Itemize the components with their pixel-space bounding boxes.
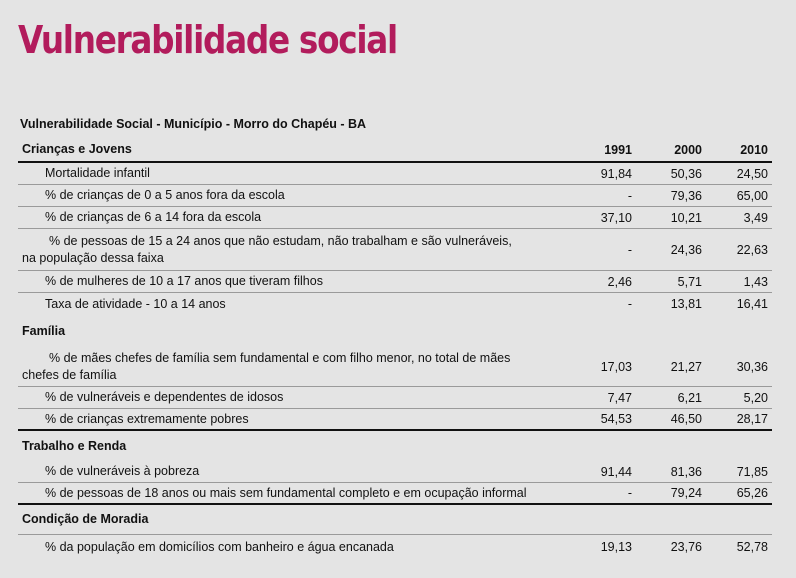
value-2010: 5,20 <box>743 390 768 405</box>
value-1991: 37,10 <box>600 210 632 225</box>
value-2010: 52,78 <box>736 540 768 554</box>
value-2010: 28,17 <box>736 412 768 426</box>
section-title: Crianças e Jovens <box>22 142 132 156</box>
value-2010: 1,43 <box>743 274 768 289</box>
row-label: % de pessoas de 15 a 24 anos que não estudam, não trabalham e são vulneráveis, na população dessa faixa <box>22 233 512 265</box>
table-row <box>18 207 772 229</box>
value-1991: - <box>627 242 632 257</box>
table-row <box>18 293 772 315</box>
value-2000: 79,36 <box>670 188 702 203</box>
row-label: Taxa de atividade - 10 a 14 anos <box>45 296 226 311</box>
table-row <box>18 535 772 559</box>
value-2000: 46,50 <box>670 412 702 426</box>
table-row <box>18 185 772 207</box>
value-1991: - <box>627 297 632 311</box>
section-header-trabalho <box>18 431 772 461</box>
value-1991: 91,84 <box>600 166 632 181</box>
row-label: % de vulneráveis e dependentes de idosos <box>45 390 284 404</box>
value-1991: 19,13 <box>600 540 632 554</box>
year-header-2010: 2010 <box>740 142 768 157</box>
vulnerability-table <box>18 138 772 559</box>
value-2010: 22,63 <box>736 242 768 257</box>
value-2000: 23,76 <box>670 540 702 554</box>
row-label: % de vulneráveis à pobreza <box>45 464 200 478</box>
value-1991: - <box>627 486 632 500</box>
value-1991: 54,53 <box>600 412 632 426</box>
value-2010: 24,50 <box>736 166 768 181</box>
row-label: % de crianças de 6 a 14 fora da escola <box>45 210 262 224</box>
value-1991: 7,47 <box>607 390 632 405</box>
value-2010: 71,85 <box>736 464 768 479</box>
value-2000: 5,71 <box>677 274 702 289</box>
table-row <box>18 461 772 483</box>
table-row <box>18 387 772 409</box>
table-caption: Vulnerabilidade Social - Município - Morro do Chapéu - BA <box>20 117 367 131</box>
value-2000: 81,36 <box>670 464 702 479</box>
year-header-2000: 2000 <box>674 142 702 157</box>
value-1991: 17,03 <box>600 359 632 374</box>
value-1991: 91,44 <box>600 464 632 479</box>
value-2000: 24,36 <box>670 242 702 257</box>
table-row <box>18 163 772 185</box>
table-row <box>18 409 772 431</box>
table-row <box>18 483 772 505</box>
row-label: Mortalidade infantil <box>45 166 150 180</box>
row-label: % de crianças extremamente pobres <box>45 411 249 426</box>
row-label: % da população em domicílios com banheiro e água encanada <box>45 539 394 554</box>
value-2000: 6,21 <box>677 390 702 405</box>
section-title: Condição de Moradia <box>22 512 149 526</box>
value-2000: 50,36 <box>670 166 702 181</box>
row-label: % de pessoas de 18 anos ou mais sem fundamental completo e em ocupação informal <box>45 485 527 500</box>
table-row <box>18 347 772 387</box>
row-label: % de crianças de 0 a 5 anos fora da escola <box>45 188 285 202</box>
value-1991: - <box>627 188 632 203</box>
value-2010: 16,41 <box>736 297 768 311</box>
table-row <box>18 271 772 293</box>
section-header-moradia <box>18 505 772 535</box>
value-2000: 10,21 <box>670 210 702 225</box>
value-2000: 79,24 <box>670 486 702 500</box>
row-label: % de mães chefes de família sem fundamental e com filho menor, no total de mães chefes de família <box>22 350 511 382</box>
section-header-familia <box>18 315 772 347</box>
table-row <box>18 229 772 271</box>
row-label: % de mulheres de 10 a 17 anos que tiveram filhos <box>45 274 323 288</box>
section-title: Família <box>22 323 66 338</box>
value-2010: 30,36 <box>736 359 768 374</box>
value-2010: 65,26 <box>736 486 768 500</box>
section-title: Trabalho e Renda <box>22 438 127 453</box>
page-title: Vulnerabilidade social <box>18 18 397 62</box>
value-2010: 3,49 <box>743 210 768 225</box>
section-header-criancas <box>18 138 772 163</box>
value-1991: 2,46 <box>607 274 632 289</box>
value-2000: 21,27 <box>670 359 702 374</box>
value-2010: 65,00 <box>736 188 768 203</box>
year-header-1991: 1991 <box>604 142 632 157</box>
value-2000: 13,81 <box>670 297 702 311</box>
